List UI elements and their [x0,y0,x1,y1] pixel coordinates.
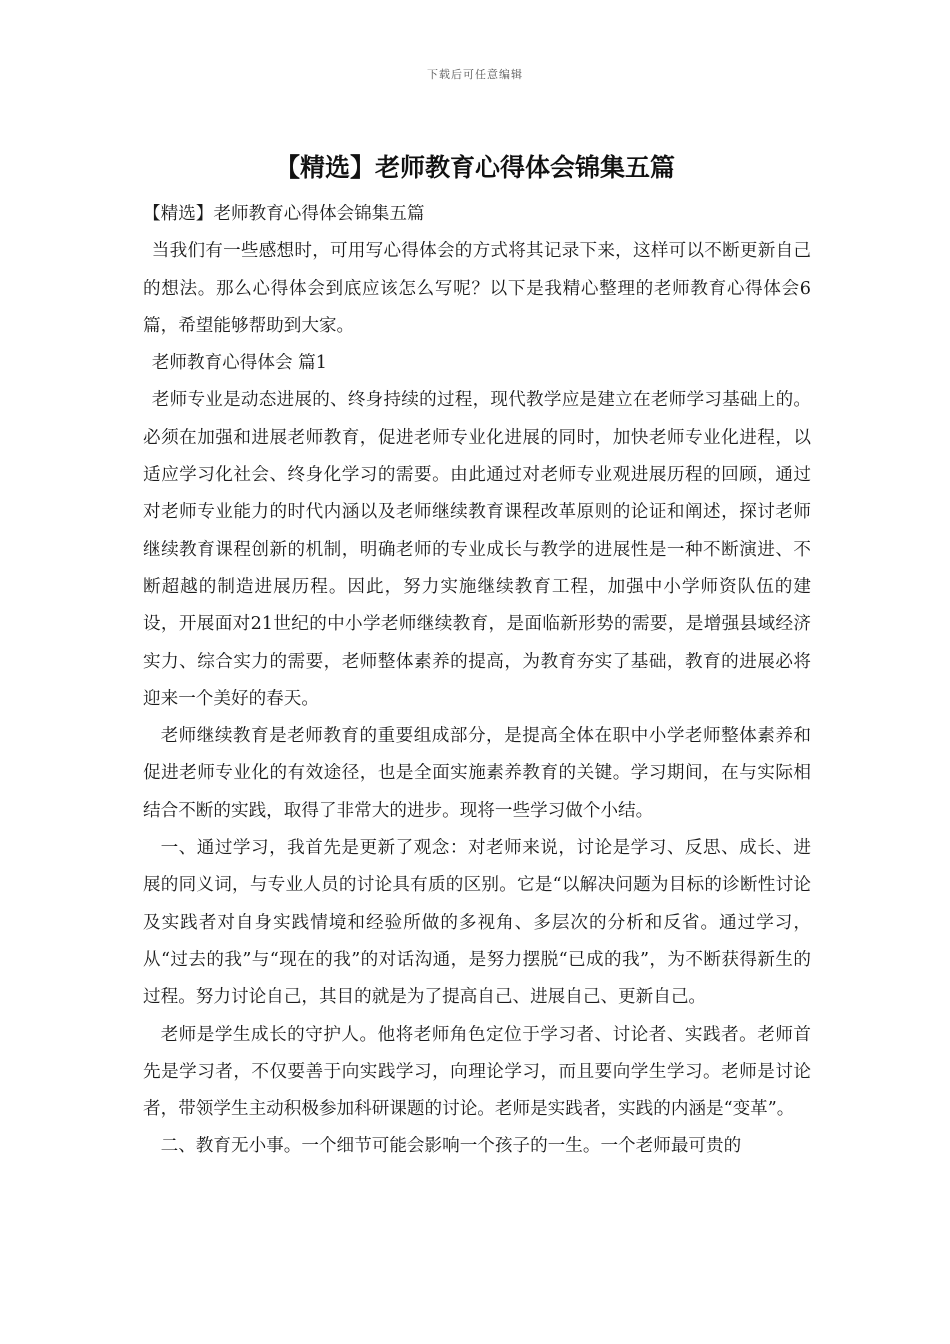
paragraph: 二、教育无小事。一个细节可能会影响一个孩子的一生。一个老师最可贵的 [160,1136,742,1157]
paragraph: 老师是学生成长的守护人。他将老师角色定位于学习者、讨论者、实践者。老师首先是学习者，不仅要善于向实践学习，向理论学习，而且要向学生学习。老师是讨论者，带领学生主动积极参加科研课题的讨论。老师是实践者，实践的内涵是“变革”。 [143,1024,811,1120]
document-title: 【精选】老师教育心得体会锦集五篇 [274,153,675,182]
section-heading: 老师教育心得体会 篇1 [151,353,327,374]
paragraph: 老师继续教育是老师教育的重要组成部分，是提高全体在职中小学老师整体素养和促进老师专业化的有效途径，也是全面实施素养教育的关键。学习期间，在与实际相结合不断的实践，取得了非常大的进步。现将一些学习做个小结。 [143,726,811,821]
paragraph: 一、通过学习，我首先是更新了观念：对老师来说，讨论是学习、反思、成长、进展的同义词，与专业人员的讨论具有质的区别。它是“以解决问题为目标的诊断性讨论及实践者对自身实践情境和经验所做的多视角、多层次的分析和反省。通过学习，从“过去的我”与“现在的我”的对话沟通，是努力摆脱“已成的我”，为不断获得新生的过程。努力讨论自己，其目的就是为了提高自己、进展自己、更新自己。 [143,838,811,1008]
intro-paragraph: 当我们有一些感想时，可用写心得体会的方式将其记录下来，这样可以不断更新自己的想法。那么心得体会到底应该怎么写呢？以下是我精心整理的老师教育心得体会6篇，希望能够帮助到大家。 [143,241,811,336]
subtitle-line: 【精选】老师教育心得体会锦集五篇 [143,204,425,224]
paragraph: 老师专业是动态进展的、终身持续的过程，现代教学应是建立在老师学习基础上的。必须在加强和进展老师教育，促进老师专业化进展的同时，加快老师专业化进程，以适应学习化社会、终身化学习的需要。由此通过对老师专业观进展历程的回顾，通过对老师专业能力的时代内涵以及老师继续教育课程改革原则的论证和阐述，探讨老师继续教育课程创新的机制，明确老师的专业成长与教学的进展性是一种不断演进、不断超越的制造进展历程。因此，努力实施继续教育工程，加强中小学师资队伍的建设，开展面对21世纪的中小学老师继续教育，是面临新形势的需要，是增强县域经济实力、综合实力的需要，老师整体素养的提高，为教育夯实了基础，教育的进展必将迎来一个美好的春天。 [143,390,811,709]
header-note: 下载后可任意编辑 [427,68,523,81]
document-body [143,196,811,1166]
